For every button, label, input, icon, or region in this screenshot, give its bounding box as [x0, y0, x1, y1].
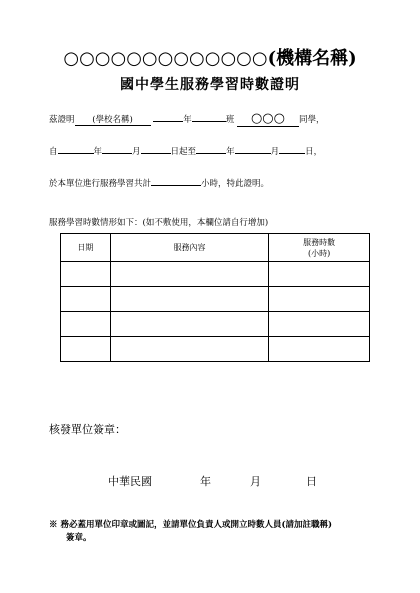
footnote-line-1: [49, 518, 332, 530]
service-hours-table: [60, 233, 370, 362]
start-month-label: 月: [132, 147, 141, 157]
hours-line: [49, 175, 269, 189]
table-row: [61, 287, 370, 312]
end-month-label: 月: [270, 147, 280, 157]
header-hours-label: 服務時數: [303, 237, 336, 247]
table-row: [61, 262, 370, 287]
header-service-content: 服務內容: [110, 234, 268, 262]
start-day-label: 日起至: [170, 147, 197, 157]
table-header-row: [61, 234, 370, 262]
period-line: [49, 143, 322, 157]
table-row: [61, 337, 370, 362]
issuing-unit-signature-label: 核發單位簽章：: [49, 423, 126, 436]
student-name-blank: ○○○: [237, 111, 299, 127]
header-date: 日期: [61, 234, 111, 262]
institution-title: ○○○○○○○○○○○○○(機構名稱): [63, 48, 357, 69]
date-cell[interactable]: [61, 262, 111, 287]
start-year-blank: [58, 143, 94, 154]
date-year-label: 年: [200, 475, 211, 488]
date-cell[interactable]: [61, 337, 111, 362]
footnote-line-2: 簽章。: [66, 533, 92, 543]
date-month-label: 月: [250, 475, 261, 488]
header-service-hours: [269, 234, 370, 262]
certify-line-1: [49, 111, 324, 127]
content-cell[interactable]: [110, 337, 268, 362]
date-cell[interactable]: [61, 287, 111, 312]
end-year-label: 年: [226, 147, 235, 157]
hours-prefix: 於本單位進行服務學習共計: [49, 179, 152, 189]
content-cell[interactable]: [110, 312, 268, 337]
school-name-blank: (學校名稱): [75, 113, 151, 126]
end-day-blank: [279, 143, 305, 154]
end-day-label: 日，: [305, 147, 323, 157]
hours-cell[interactable]: [269, 312, 370, 337]
content-cell[interactable]: [110, 287, 268, 312]
hours-suffix: 小時，特此證明。: [201, 179, 270, 189]
reference-mark-icon: ※: [49, 520, 58, 530]
class-label: 班: [225, 115, 235, 125]
header-hours-unit: (小時): [308, 248, 331, 258]
year-label: 年: [183, 115, 192, 125]
table-note: 服務學習時數情形如下：(如不敷使用，本欄位請自行增加): [49, 218, 269, 228]
end-month-blank: [235, 143, 271, 154]
class-blank: [192, 111, 226, 122]
from-label: 自: [49, 147, 58, 157]
date-era: 中華民國: [108, 475, 152, 488]
certify-prefix: 茲證明: [49, 115, 75, 125]
content-cell[interactable]: [110, 262, 268, 287]
student-suffix: 同學，: [298, 115, 325, 125]
hours-cell[interactable]: [269, 262, 370, 287]
table-row: [61, 312, 370, 337]
footnote-text-1: 務必蓋用單位印章或圖記，並請單位負責人或開立時數人員(請加註職稱): [60, 520, 333, 530]
date-cell[interactable]: [61, 312, 111, 337]
start-day-blank: [141, 143, 171, 154]
hours-cell[interactable]: [269, 287, 370, 312]
start-month-blank: [102, 143, 132, 154]
date-day-label: 日: [306, 475, 317, 488]
document-title: 國中學生服務學習時數證明: [120, 77, 300, 93]
hours-cell[interactable]: [269, 337, 370, 362]
start-year-label: 年: [93, 147, 103, 157]
hours-blank: [151, 175, 201, 186]
end-year-blank: [196, 143, 226, 154]
grade-blank: [153, 111, 183, 122]
